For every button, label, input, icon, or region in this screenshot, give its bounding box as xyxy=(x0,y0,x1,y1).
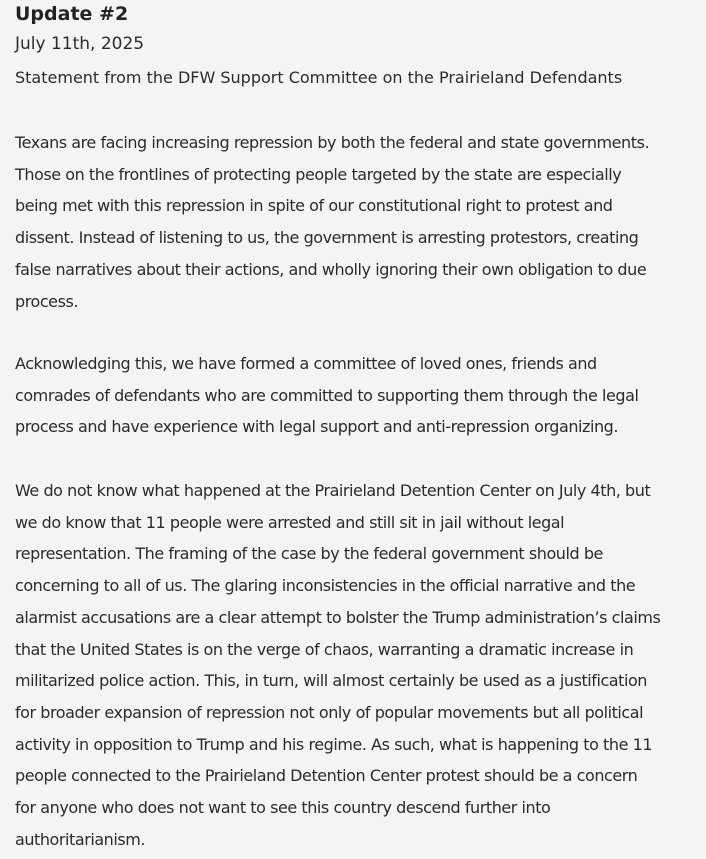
paragraph-prairieland xyxy=(15,475,705,855)
statement-subtitle: Statement from the DFW Support Committee on the Prairieland Defendants xyxy=(15,68,623,87)
paragraph-line: representation. The framing of the case by the federal government should be xyxy=(15,544,603,564)
paragraph-line: for anyone who does not want to see this country descend further into xyxy=(15,798,551,818)
paragraph-line: Texans are facing increasing repression by both the federal and state governments. xyxy=(15,133,650,152)
paragraph-line: activity in opposition to Trump and his regime. As such, what is happening to the 11 xyxy=(15,734,653,754)
paragraph-line: for broader expansion of repression not only of popular movements but all political xyxy=(15,702,644,722)
paragraph-line: dissent. Instead of listening to us, the government is arresting protestors, creating xyxy=(15,228,639,248)
paragraph-line: being met with this repression in spite of our constitutional right to protest and xyxy=(15,196,613,216)
paragraph-line: people connected to the Prairieland Detention Center protest should be a concern xyxy=(15,766,638,786)
paragraph-line: Those on the frontlines of protecting people targeted by the state are especially xyxy=(15,164,622,184)
paragraph-line: that the United States is on the verge of chaos, warranting a dramatic increase in xyxy=(15,639,634,659)
update-title: Update #2 xyxy=(15,3,129,25)
update-date: July 11th, 2025 xyxy=(15,34,145,54)
paragraph-line: we do know that 11 people were arrested and still sit in jail without legal xyxy=(15,512,565,532)
paragraph-line: process. xyxy=(15,291,78,311)
paragraph-line: authoritarianism. xyxy=(15,829,146,849)
paragraph-line: concerning to all of us. The glaring inconsistencies in the official narrative and the xyxy=(15,576,636,596)
paragraph-line: militarized police action. This, in turn, will almost certainly be used as a justification xyxy=(15,671,648,691)
paragraph-line: false narratives about their actions, and wholly ignoring their own obligation to due xyxy=(15,259,647,279)
paragraph-line: comrades of defendants who are committed to supporting them through the legal xyxy=(15,385,639,405)
paragraph-line: We do not know what happened at the Prairieland Detention Center on July 4th, but xyxy=(15,481,651,500)
paragraph-line: Acknowledging this, we have formed a committee of loved ones, friends and xyxy=(15,354,597,373)
paragraph-committee xyxy=(15,348,705,443)
paragraph-line: process and have experience with legal support and anti-repression organizing. xyxy=(15,417,619,437)
paragraph-repression xyxy=(15,127,705,317)
paragraph-line: alarmist accusations are a clear attempt to bolster the Trump administration’s claims xyxy=(15,607,661,627)
